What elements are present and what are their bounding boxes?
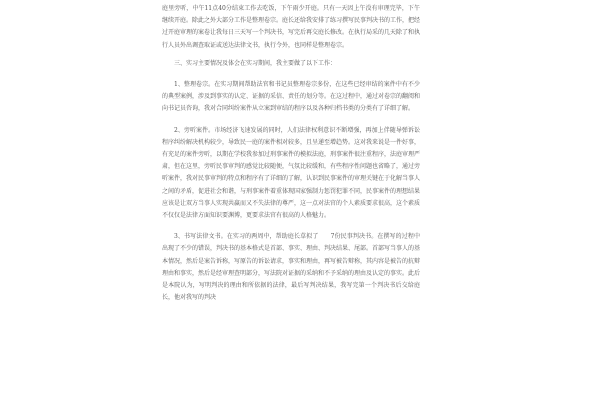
section-heading: 三、实习主要情况及体会在实习期间，我主要做了以下工作：	[174, 59, 337, 67]
list-item: 2、旁听案件。市场经济飞速发展的同时，人们法律权利意识不断增强，再加上伴随导弹诉讼程序纠纷解决机构较少，导致民一庭的案件相对较多，且呈递至增趋势。这对我来说是一件好事，有充足的案件旁听，以期在学校我参加过刑事案件的模拟法庭，刑事案件很注重程序，法庭审理严肃，但在这里，旁听民事审判的感觉比较随便，气氛比较缓和，有些程序性问题也省略了，通过旁听案件，我对民事审判的特点和程序有了详细的了解，认识到民事案件的审理关键在于化解当事人之间的矛盾，促进社会和谐，与刑事案件着重体现国家强制力惩罚犯罪不同，民事案件的理想结果应该是让双方当事人实现共赢而又不失法律的尊严，这一点对法官的个人素质要求很高，这个素质不仅仅是法律方面知识要渊博，更要求法官有很高的人格魅力。	[162, 126, 421, 220]
list-item: 3、书写法律文书。在实习的两周中，帮助庭长草拟了 7份民事判决书。在撰写的过程中出现了不少的错误，判决书的基本格式是首部、事实、理由、判决结果、尾部。首部写当事人的基本情况，然后是案告诉称，写原告的诉讼请求，事实和理由，再写被告辩称，其内容是被告的抗辩理由和事实，然后是经审理查明部分，写法院对证据的采纳和不予采纳的理由及认定的事实。此后是本院认为，写明判决的理由和所依据的法律，最后写判决结果，我写完第一个判决书后交给庭长，他对我写的判决	[162, 233, 421, 302]
list-item: 1、整理卷宗。在实习期间帮助法官和书记员整理卷宗多份，在这些已经审结的案件中有不少的典型案例，涉及到事实的认定、证据的采信、责任的划分等。在这过程中，通过对卷宗的翻阅和向书记员咨询，我对合同纠纷案件从立案到审结的程序以及各种归档书类的分类有了详细了解。	[162, 81, 421, 113]
intro-paragraph: 庭里旁听，中午11点40分结束工作去吃饭，下午雨少开庭。只有一天因上午没有审理完毕，下午继续开庭。除此之外大部分工作是整理卷宗。庭长还给我安排了练习撰写民事判决书的工作，把经过开庭审理的案卷让我每日三天写一个判决书，写完后再交庭长修改。在执行局采的几天除了和执行人员外出调查取证或送达法律文书，执行令外，也同样是整理卷宗。	[162, 5, 421, 49]
